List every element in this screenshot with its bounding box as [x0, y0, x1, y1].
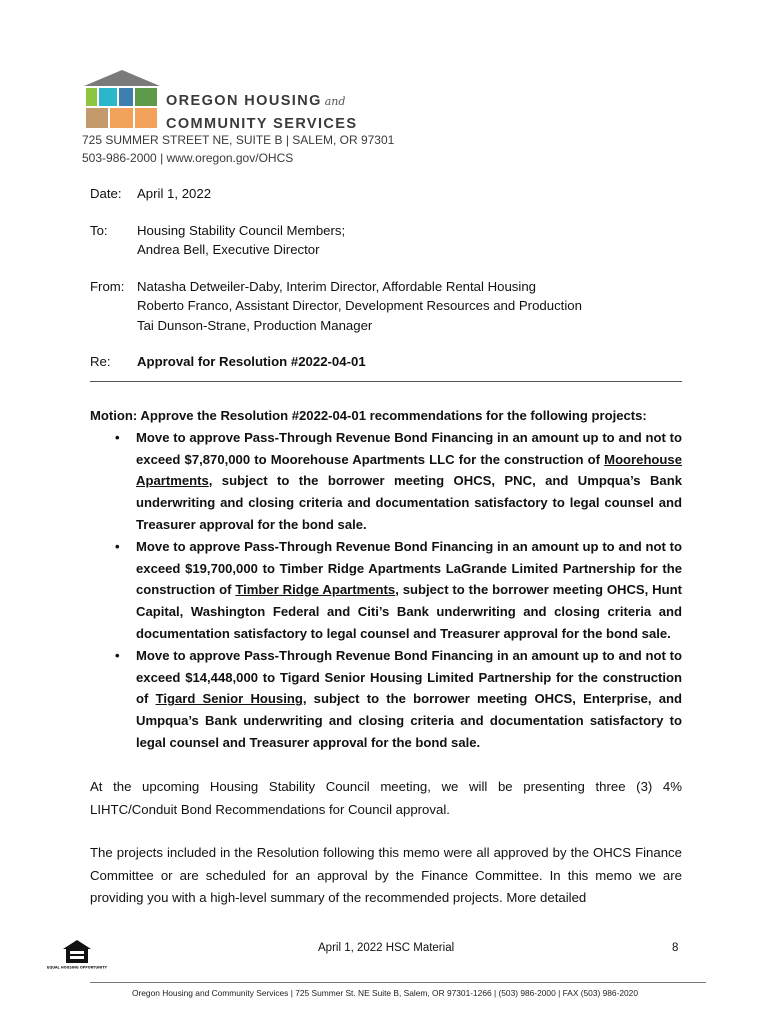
to-row: To: Housing Stability Council Members; Andrea Bell, Executive Director	[90, 222, 346, 257]
motion-section	[90, 405, 682, 754]
bullet-icon: •	[115, 429, 120, 445]
org-name: OREGON HOUSING and COMMUNITY SERVICES	[166, 93, 358, 132]
motion-title: Motion: Approve the Resolution #2022-04-01 recommendations for the following projects:	[90, 408, 647, 423]
page-number: 8	[672, 942, 679, 954]
from-row: From: Natasha Detweiler-Daby, Interim Director, Affordable Rental Housing Roberto Franco, Assistant Director, Development Resources and Production Tai Dunson-Strane, Production Manager	[90, 278, 582, 333]
footer-center-text: April 1, 2022 HSC Material	[318, 942, 455, 954]
project-link[interactable]: Moorehouse Apartments	[136, 451, 682, 489]
body-paragraph: The projects included in the Resolution following this memo were all approved by the OHCS Finance Committee or are scheduled for an approval by the Finance Committee. In this memo we are providing you with a high-level summary of the recommended projects. More detailed	[90, 845, 682, 905]
ohcs-house-logo-icon	[82, 68, 162, 132]
re-row: Re: Approval for Resolution #2022-04-01	[90, 354, 366, 369]
footer-contact-line: Oregon Housing and Community Services | 725 Summer St. NE Suite B, Salem, OR 97301-1266 | (503) 986-2000 | FAX (503) 986-2020	[131, 988, 639, 998]
motion-item: • Move to approve Pass-Through Revenue Bond Financing in an amount up to and not to exceed $14,448,000 to Tigard Senior Housing Limited Partnership for the construction of Tigard Senior Housing, subject to the borrower meeting OHCS, Enterprise, and Umpqua’s Bank underwriting and closing criteria and documentation satisfactory to legal counsel and Treasurer approval for the bond sale.	[90, 645, 682, 754]
bullet-icon: •	[115, 538, 120, 554]
bullet-icon: •	[115, 647, 120, 663]
equal-housing-opportunity-icon	[47, 939, 107, 973]
footer-divider	[90, 982, 706, 983]
motion-item: • Move to approve Pass-Through Revenue Bond Financing in an amount up to and not to exceed $19,700,000 to Timber Ridge Apartments LaGrande Limited Partnership for the construction of Timber Ridge Apartments, subject to the borrower meeting OHCS, Hunt Capital, Washington Federal and Citi’s Bank underwriting and closing criteria and documentation satisfactory to legal counsel and Treasurer approval for the bond sale.	[90, 536, 682, 645]
project-link[interactable]: Timber Ridge Apartments	[235, 582, 396, 598]
body-paragraph: At the upcoming Housing Stability Council meeting, we will be presenting three (3) 4% LIHTC/Conduit Bond Recommendations for Council approval.	[90, 779, 682, 817]
project-link[interactable]: Tigard Senior Housing	[155, 691, 303, 707]
date-row: Date: April 1, 2022	[90, 186, 212, 201]
memo-header	[90, 184, 682, 389]
svg-text:EQUAL HOUSING OPPORTUNITY: EQUAL HOUSING OPPORTUNITY	[47, 965, 107, 970]
motion-item: • Move to approve Pass-Through Revenue Bond Financing in an amount up to and not to exceed $7,870,000 to Moorehouse Apartments LLC for the construction of Moorehouse Apartments, subject to the borrower meeting OHCS, PNC, and Umpqua’s Bank underwriting and closing criteria and documentation satisfactory to legal counsel and Treasurer approval for the bond sale.	[90, 427, 682, 536]
header-divider	[90, 381, 682, 382]
org-address: 725 SUMMER STREET NE, SUITE B | SALEM, OR 97301 503-986-2000 | www.oregon.gov/OHCS	[82, 133, 395, 165]
